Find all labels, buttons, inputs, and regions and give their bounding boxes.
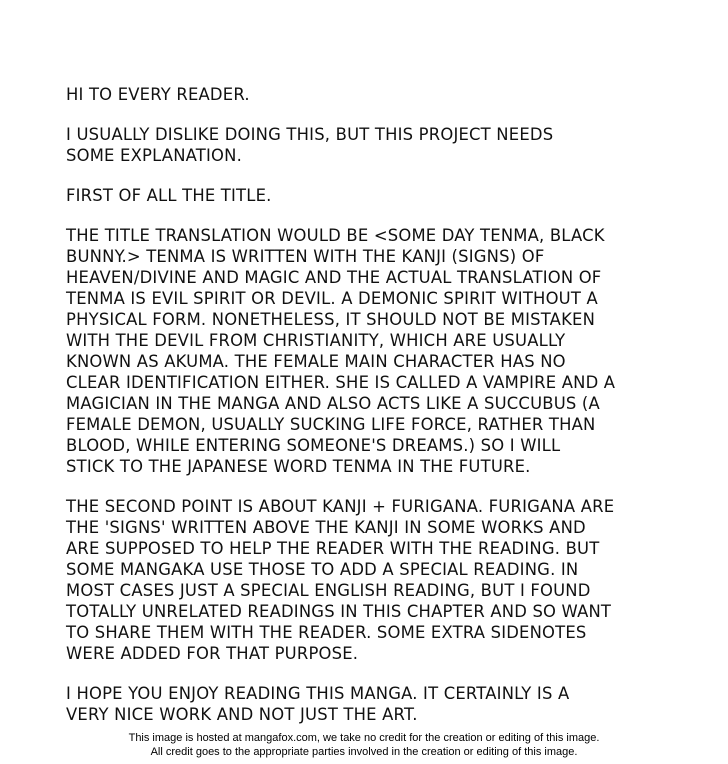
translator-note [66,84,666,744]
note-paragraph-title-explanation: THE TITLE TRANSLATION WOULD BE <SOME DAY TENMA, BLACK BUNNY.> TENMA IS WRITTEN WITH THE KANJI (SIGNS) OF HEAVEN/DIVINE AND MAGIC AND THE ACTUAL TRANSLATION OF TENMA IS EVIL SPIRIT OR DEVIL. A DEMONIC SPIRIT WITHOUT A PHYSICAL FORM. NONETHELESS, IT SHOULD NOT BE MISTAKEN WITH THE DEVIL FROM CHRISTIANITY, WHICH ARE USUALLY KNOWN AS AKUMA. THE FEMALE MAIN CHARACTER HAS NO CLEAR IDENTIFICATION EITHER. SHE IS CALLED A VAMPIRE AND A MAGICIAN IN THE MANGA AND ALSO ACTS LIKE A SUCCUBUS (A FEMALE DEMON, USUALLY SUCKING LIFE FORCE, RATHER THAN BLOOD, WHILE ENTERING SOMEONE'S DREAMS.) SO I WILL STICK TO THE JAPANESE WORD TENMA IN THE FUTURE. [66,226,616,476]
note-paragraph-intro: I USUALLY DISLIKE DOING THIS, BUT THIS PROJECT NEEDS SOME EXPLANATION. [66,125,554,165]
credit-line-hosting: This image is hosted at mangafox.com, we take no credit for the creation or editing of this image. [128,732,600,744]
credit-footer [0,732,728,759]
note-paragraph-furigana: THE SECOND POINT IS ABOUT KANJI + FURIGANA. FURIGANA ARE THE 'SIGNS' WRITTEN ABOVE THE KANJI IN SOME WORKS AND ARE SUPPOSED TO HELP THE READER WITH THE READING. BUT SOME MANGAKA USE THOSE TO ADD A SPECIAL READING. IN MOST CASES JUST A SPECIAL ENGLISH READING, BUT I FOUND TOTALLY UNRELATED READINGS IN THIS CHAPTER AND SO WANT TO SHARE THEM WITH THE READER. SOME EXTRA SIDENOTES WERE ADDED FOR THAT PURPOSE. [66,497,615,663]
note-paragraph-greeting: HI TO EVERY READER. [66,85,250,104]
note-paragraph-title-heading: FIRST OF ALL THE TITLE. [66,186,272,205]
credit-line-attribution: All credit goes to the appropriate parties involved in the creation or editing of this image. [150,745,578,758]
note-paragraph-closing: I HOPE YOU ENJOY READING THIS MANGA. IT CERTAINLY IS A VERY NICE WORK AND NOT JUST THE ART. [66,684,570,724]
